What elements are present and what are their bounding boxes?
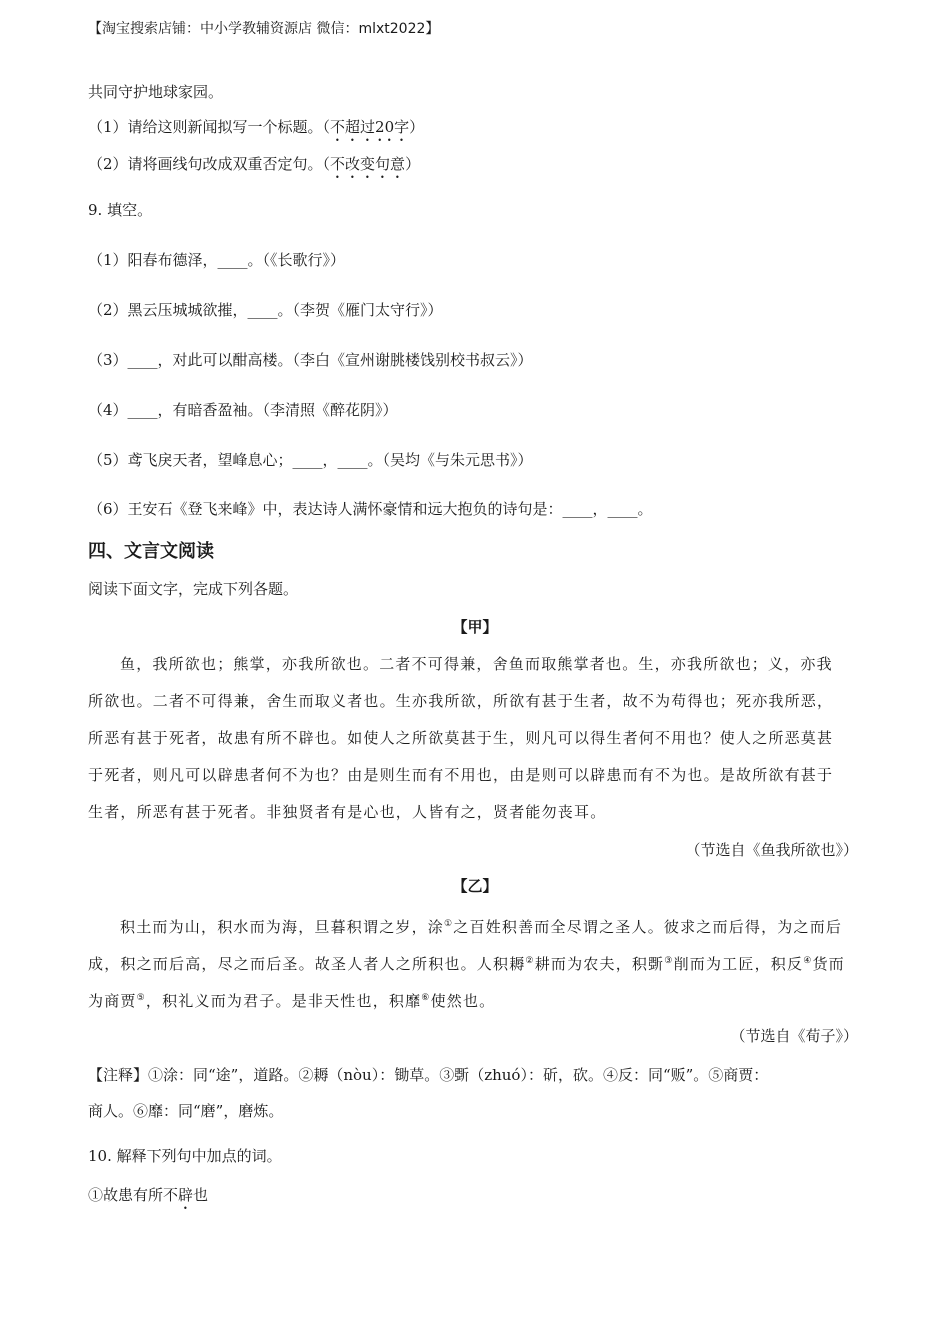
- passage-yi-label: 【乙】: [452, 877, 498, 895]
- passage-jia-source: （节选自《鱼我所欲也》）: [685, 841, 858, 859]
- q9-item-4: （4）____，有暗香盈袖。（李清照《醉花阴》）: [88, 401, 398, 419]
- yi-l3a: 为商贾: [88, 992, 137, 1010]
- note-ref-2: ②: [525, 956, 535, 966]
- q8-sub1-post: ）: [409, 118, 425, 136]
- note-ref-1: ①: [444, 919, 454, 929]
- yi-l3b: ，积礼义而为君子。是非天性也，积靡: [145, 992, 422, 1010]
- q9-item-5: （5）鸢飞戾天者，望峰息心；____，____。（吴均《与朱元思书》）: [88, 451, 533, 469]
- q8-sub2-post: ）: [405, 155, 421, 173]
- q9-item-2: （2）黑云压城城欲摧，____。（李贺《雁门太守行》）: [88, 301, 443, 319]
- q10-item-1-pre: ①故患有所不: [88, 1186, 179, 1204]
- q10-item-1-post: 也: [193, 1186, 209, 1204]
- q8-continuation: 共同守护地球家园。: [88, 83, 224, 101]
- notes-line-1: 【注释】①涂：同“途”，道路。②耨（nòu）：锄草。③斲（zhuó）：斫，砍。④反：同“贩”。⑤商贾：: [88, 1066, 769, 1084]
- yi-l2a: 成，积之而后高，尽之而后圣。故圣人者人之所积也。人积耨: [88, 955, 526, 973]
- passage-yi-line-1: [120, 914, 842, 937]
- q8-sub2: [88, 154, 420, 182]
- q9-item-6: （6）王安石《登飞来峰》中，表达诗人满怀豪情和远大抱负的诗句是：____，____。: [88, 500, 653, 518]
- yi-l2d: 货而: [812, 955, 845, 973]
- note-ref-6: ⑥: [421, 993, 431, 1003]
- q10-item-1-dotted: 辟: [178, 1186, 194, 1204]
- passage-jia-line-3: 所恶有甚于死者，故患有所不辟也。如使人之所欲莫甚于生，则凡可以得生者何不用也？使人之所恶莫甚: [88, 729, 834, 747]
- passage-yi-source: （节选自《荀子》）: [730, 1027, 858, 1045]
- passage-yi-line-2: [88, 951, 845, 974]
- yi-l3c: 使然也。: [430, 992, 496, 1010]
- note-ref-5: ⑤: [136, 993, 146, 1003]
- q10-item-1: [88, 1185, 208, 1213]
- q8-sub1-pre: （1）请给这则新闻拟写一个标题。（: [88, 118, 331, 136]
- q8-sub2-dotted: 不改变句意: [330, 155, 406, 173]
- passage-yi-line-3: [88, 988, 495, 1011]
- q8-sub2-pre: （2）请将画线句改成双重否定句。（: [88, 155, 331, 173]
- q9-item-1: （1）阳春布德泽，____。（《长歌行》）: [88, 251, 346, 269]
- page-header: 【淘宝搜索店铺：中小学教辅资源店 微信：mlxt2022】: [88, 21, 440, 37]
- yi-l2c: 削而为工匠，积反: [673, 955, 804, 973]
- passage-jia-label: 【甲】: [452, 618, 498, 636]
- passage-jia-line-2: 所欲也。二者不可得兼，舍生而取义者也。生亦我所欲，所欲有甚于生者，故不为苟得也；死亦我所恶，: [88, 692, 834, 710]
- section-4-title: 四、文言文阅读: [88, 541, 214, 562]
- yi-l2b: 耕而为农夫，积斲: [534, 955, 665, 973]
- q10-title: 10. 解释下列句中加点的词。: [88, 1147, 282, 1165]
- q8-sub1-dotted: 不超过20字: [330, 118, 410, 136]
- q9-title: 9. 填空。: [88, 201, 153, 219]
- yi-l1a: 积土而为山，积水而为海，旦暮积谓之岁，涂: [120, 918, 445, 936]
- q9-item-3: （3）____，对此可以酣高楼。（李白《宣州谢朓楼饯别校书叔云》）: [88, 351, 533, 369]
- q8-sub1: [88, 117, 424, 145]
- yi-l1b: 之百姓积善而全尽谓之圣人。彼求之而后得，为之而后: [453, 918, 843, 936]
- note-ref-4: ④: [803, 956, 813, 966]
- passage-jia-line-4: 于死者，则凡可以辟患者何不为也？由是则生而有不用也，由是则可以辟患而有不为也。是故所欲有甚于: [88, 766, 834, 784]
- section-4-instruction: 阅读下面文字，完成下列各题。: [88, 580, 299, 598]
- note-ref-3: ③: [664, 956, 674, 966]
- notes-line-2: 商人。⑥靡：同“磨”，磨炼。: [88, 1102, 284, 1120]
- passage-jia-line-5: 生者，所恶有甚于死者。非独贤者有是心也，人皆有之，贤者能勿丧耳。: [88, 803, 607, 821]
- passage-jia-line-1: 鱼，我所欲也；熊掌，亦我所欲也。二者不可得兼，舍鱼而取熊掌者也。生，亦我所欲也；义，亦我: [120, 655, 833, 673]
